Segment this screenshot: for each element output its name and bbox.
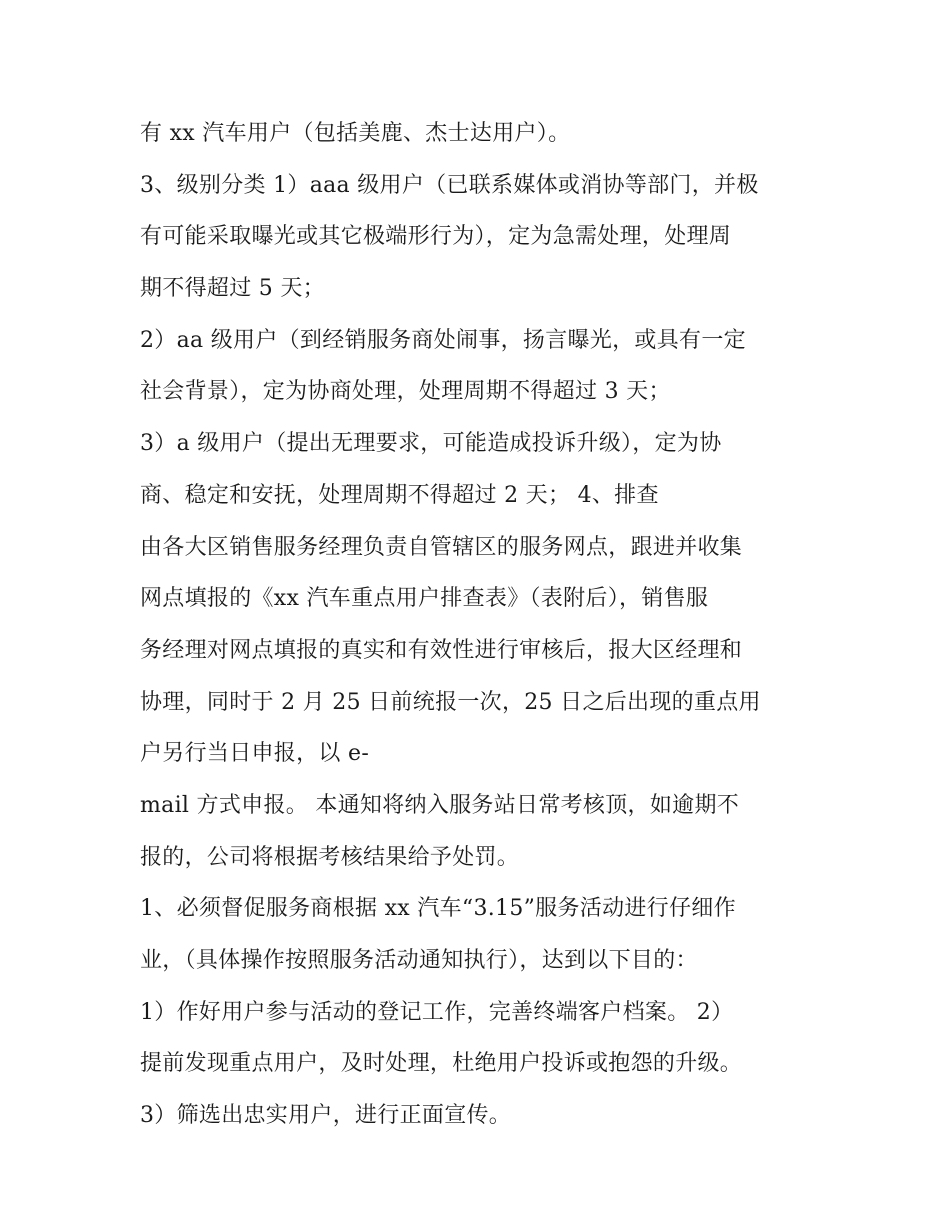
- text-line: 3、级别分类 1）aaa 级用户（已联系媒体或消协等部门，并极: [140, 172, 759, 198]
- text-line: 提前发现重点用户，及时处理，杜绝用户投诉或抱怨的升级。: [140, 1051, 743, 1077]
- text-line: 期不得超过 5 天；: [140, 276, 325, 302]
- text-line: 务经理对网点填报的真实和有效性进行审核后，报大区经理和: [140, 637, 743, 663]
- document-body: [140, 108, 830, 1142]
- text-line: 社会背景），定为协商处理，处理周期不得超过 3 天；: [140, 379, 671, 405]
- text-line: 协理，同时于 2 月 25 日前统报一次，25 日之后出现的重点用: [140, 689, 761, 715]
- text-line: 1、必须督促服务商根据 xx 汽车“3.15”服务活动进行仔细作: [140, 896, 736, 922]
- text-line: 报的，公司将根据考核结果给予处罚。: [140, 844, 520, 870]
- text-line: mail 方式申报。 本通知将纳入服务站日常考核顶，如逾期不: [140, 792, 740, 818]
- text-line: 由各大区销售服务经理负责自管辖区的服务网点，跟进并收集: [140, 534, 743, 560]
- text-line: 网点填报的《xx 汽车重点用户排查表》（表附后），销售服: [140, 586, 709, 612]
- text-line: 户另行当日申报，以 e-: [140, 741, 370, 767]
- text-line: 商、稳定和安抚，处理周期不得超过 2 天； 4、排查: [140, 482, 659, 508]
- text-line: 3）筛选出忠实用户，进行正面宣传。: [140, 1103, 512, 1129]
- text-line: 2）aa 级用户（到经销服务商处闹事，扬言曝光，或具有一定: [140, 327, 746, 353]
- text-line: 3）a 级用户（提出无理要求，可能造成投诉升级），定为协: [140, 431, 722, 457]
- text-line: 有 xx 汽车用户（包括美鹿、杰士达用户）。: [140, 121, 571, 146]
- text-line: 1）作好用户参与活动的登记工作，完善终端客户档案。 2）: [140, 999, 734, 1025]
- text-line: 业，（具体操作按照服务活动通知执行），达到以下目的：: [140, 948, 698, 973]
- text-line: 有可能采取曝光或其它极端形行为），定为急需处理，处理周: [140, 224, 732, 250]
